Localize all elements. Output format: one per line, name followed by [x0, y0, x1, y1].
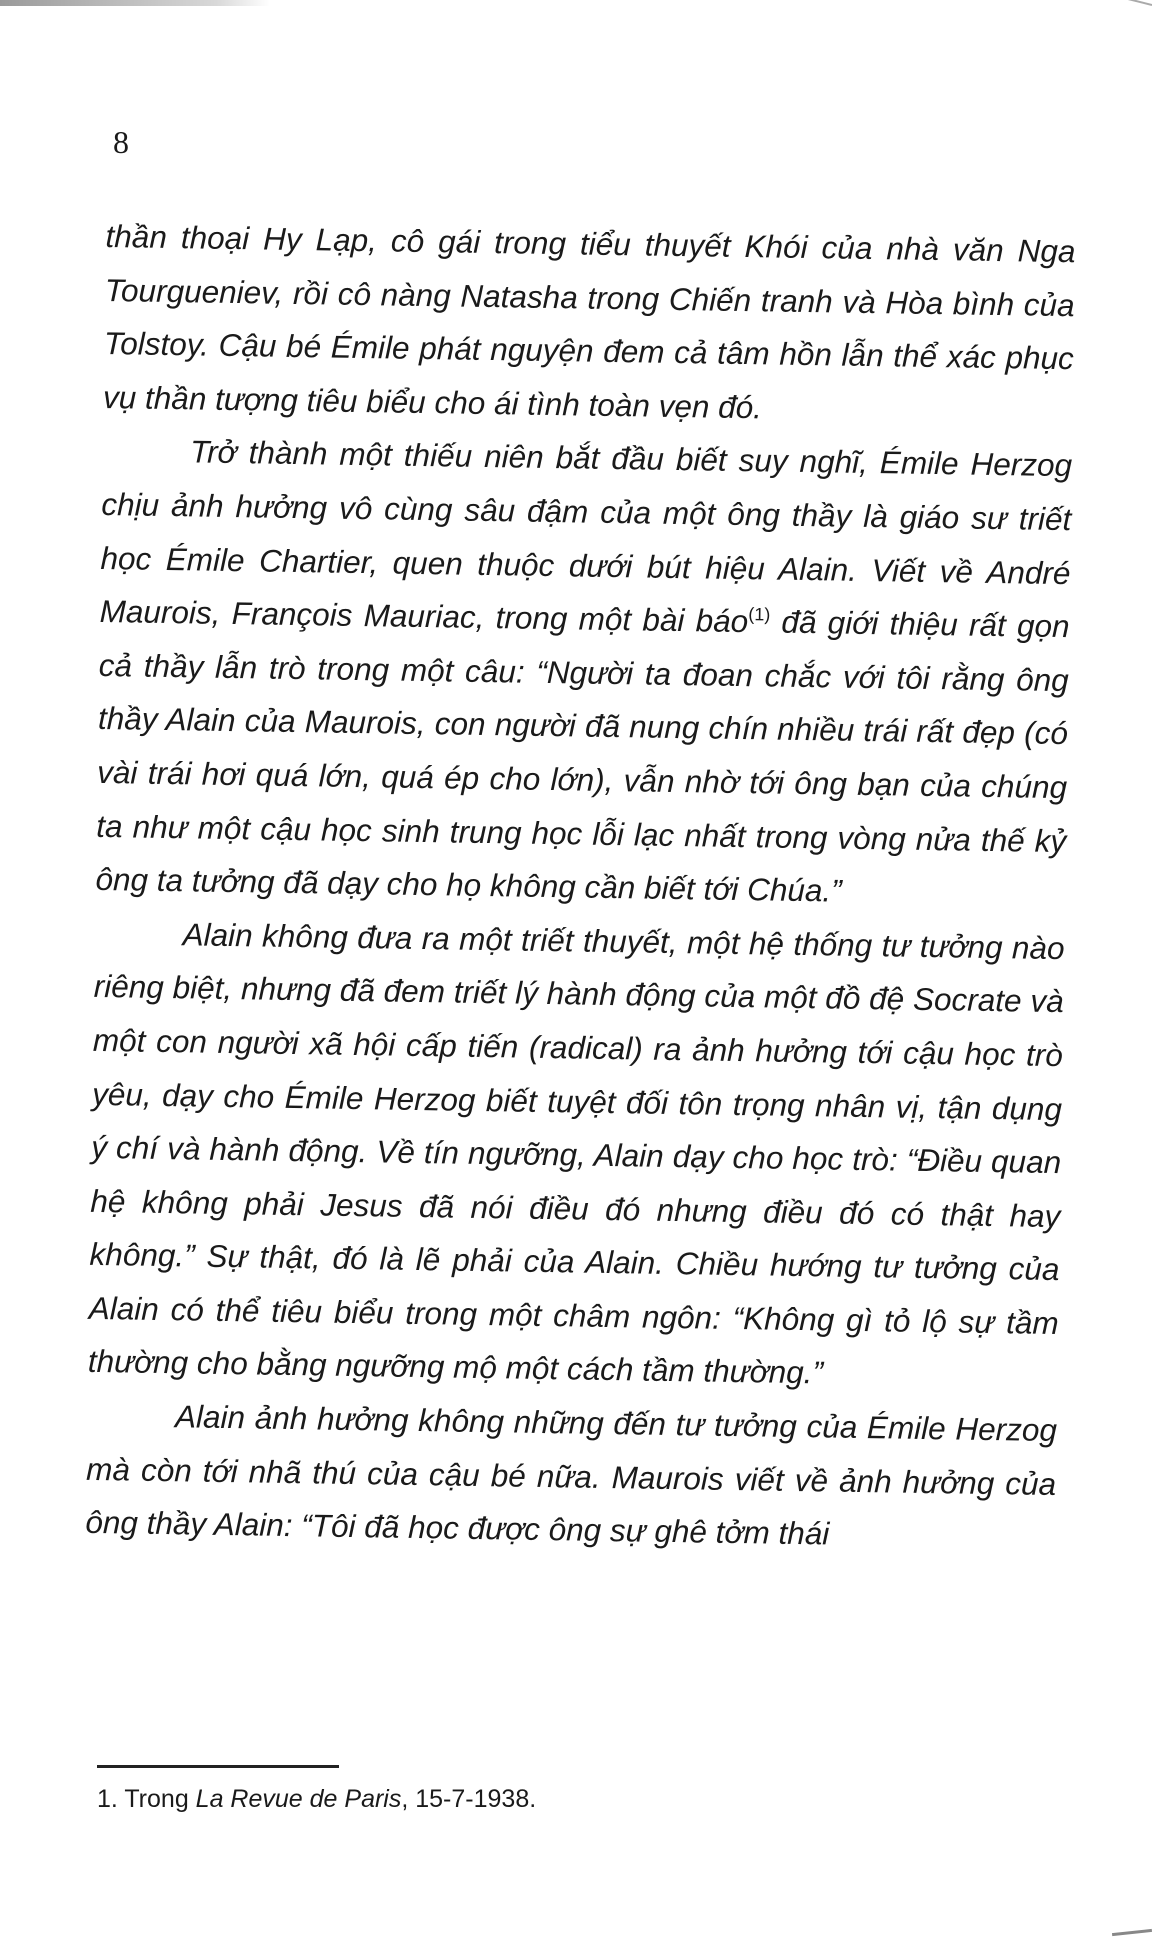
- paragraph-alain-philosophy: Alain không đưa ra một triết thuyết, một hệ thống tư tưởng nào riêng biệt, nhưng đã đem triết lý hành động của một đồ đệ Socrate và một con người xã hội cấp tiến (radical) ra ảnh hưởng tới cậu học trò yêu, dạy cho Émile Herzog biết tuyệt đối tôn trọng nhân vị, tận dụng ý chí và hành động. Về tín ngưỡng, Alain dạy cho học trò: “Điều quan hệ không phải Jesus đã nói điều đó nhưng điều đó có thật hay không.” Sự thật, đó là lẽ phải của Alain. Chiều hướng tư tưởng của Alain có thể tiêu biểu trong một châm ngôn: “Không gì tỏ lộ sự tầm thường cho bằng ngưỡng mộ một cách tầm thường.”: [87, 916, 1065, 1391]
- paragraph-alain-taste: Alain ảnh hưởng không những đến tư tưởng của Émile Herzog mà còn tới nhã thú của cậu bé nữa. Maurois viết về ảnh hưởng của ông thầy Alain: “Tôi đã học được ông sự ghê tởm thái: [85, 1398, 1058, 1552]
- paragraph-continuation: thần thoại Hy Lạp, cô gái trong tiểu thuyết Khói của nhà văn Nga Tourgueniev, rồi cô nàng Natasha trong Chiến tranh và Hòa bình của Tolstoy. Cậu bé Émile phát nguyện đem cả tâm hồn lẫn thể xác phục vụ thần tượng tiêu biểu cho ái tình toàn vẹn đó.: [102, 217, 1076, 426]
- body-text: [85, 210, 1076, 1565]
- footnote-number: 1. Trong: [97, 1785, 196, 1813]
- footnote: [97, 1783, 536, 1815]
- scan-top-edge: [0, 0, 270, 6]
- paragraph-text: Trở thành một thiếu niên bắt đầu biết suy nghĩ, Émile Herzog chịu ảnh hưởng vô cùng sâu đậm của một ông thầy là giáo sư triết học Émile Chartier, quen thuộc dưới bút hiệu Alain. Viết về André Maurois, François Mauriac, trong một bài báo: [99, 433, 1073, 640]
- footnote-divider: [97, 1765, 339, 1768]
- page-number: 8: [113, 124, 129, 160]
- scan-bottom-edge: [1112, 1929, 1152, 1936]
- footnote-reference: (1): [748, 604, 771, 625]
- footnote-date: , 15-7-1938.: [401, 1785, 537, 1813]
- scan-corner-mark: [1094, 0, 1152, 6]
- paragraph-alain-influence: [95, 424, 1072, 922]
- footnote-source-title: La Revue de Paris: [195, 1785, 402, 1813]
- paragraph-text: đã giới thiệu rất gọn cả thầy lẫn trò trong một câu: “Người ta đoan chắc với tôi rằng ông thầy Alain của Maurois, con người đã nung chín nhiều trái rất đẹp (có vài trái hơi quá lớn, quá ép cho lớn), vẫn nhờ tới ông bạn của chúng ta như một cậu học sinh trung học lỗi lạc nhất trong vòng nửa thế kỷ ông ta tưởng đã dạy cho họ không cần biết tới Chúa.”: [95, 603, 1070, 909]
